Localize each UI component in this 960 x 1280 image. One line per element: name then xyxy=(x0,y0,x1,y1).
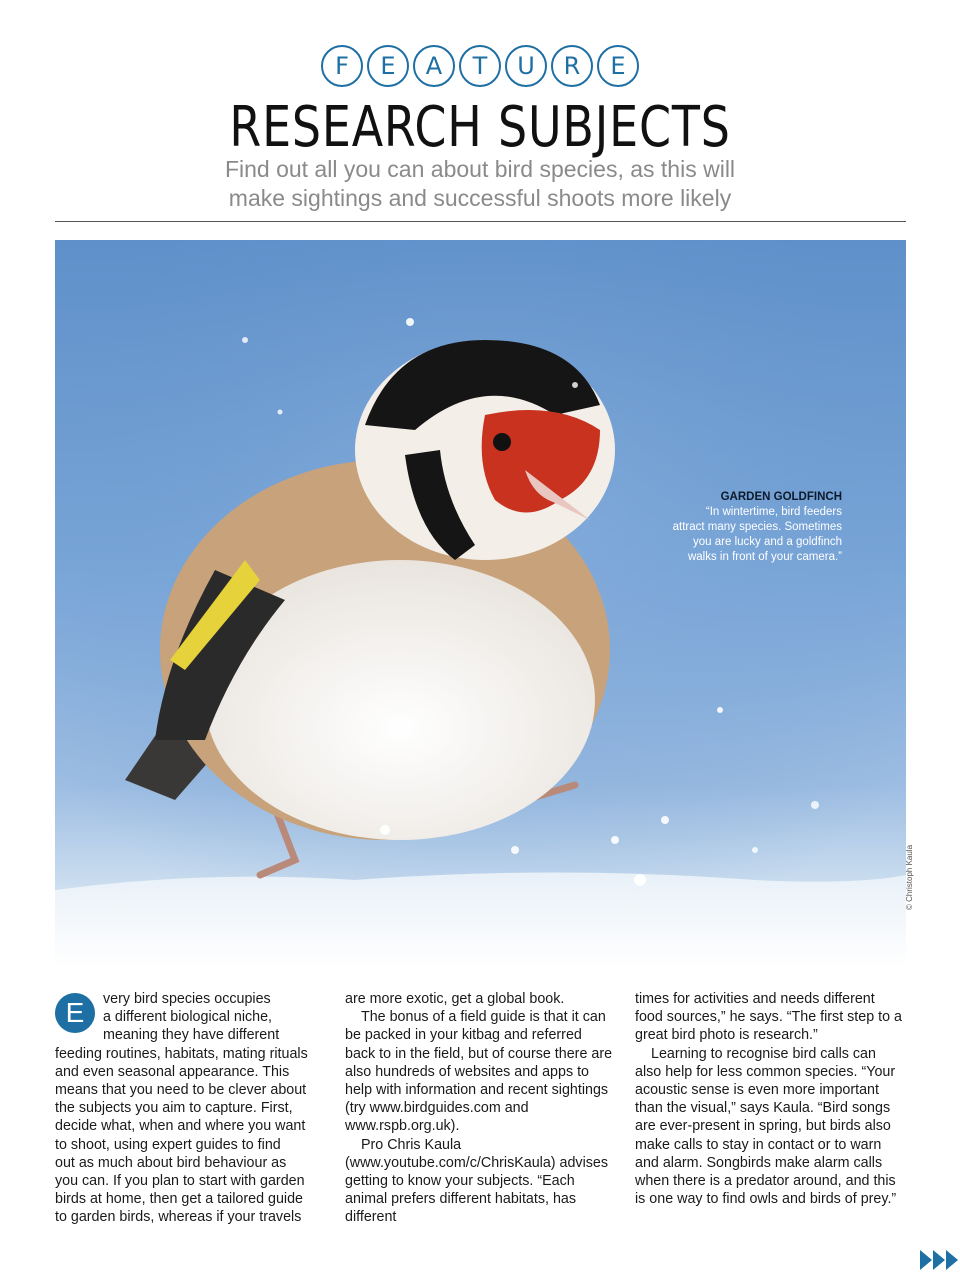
kicker-letter: A xyxy=(413,45,455,87)
article-body xyxy=(55,990,906,1227)
body-line: the subjects you aim to capture. First, xyxy=(55,1100,293,1117)
body-column-2 xyxy=(345,990,615,1227)
body-line: a different biological niche, xyxy=(103,1009,273,1026)
kicker-letter: F xyxy=(321,45,363,87)
caption-line: “In wintertime, bird feeders xyxy=(705,506,842,518)
caption-line: you are lucky and a goldfinch xyxy=(693,536,842,548)
body-line: and even seasonal appearance. This xyxy=(55,1063,290,1080)
body-paragraph: are more exotic, get a global book. xyxy=(345,991,565,1007)
body-line: to shoot, using expert guides to find xyxy=(55,1136,281,1153)
body-paragraph: Learning to recognise bird calls can also help for less common species. “Your acoustic sense is even more important than the visual,” says Kaula. “Bird songs are ever-present in spring, but birds also make calls to stay in contact or to warn and alarm. Songbirds make alarm calls when there is a predator around, and this is one way to find owls and birds of prey.” xyxy=(635,1045,897,1208)
page-title: RESEARCH SUBJECTS xyxy=(229,95,731,160)
dropcap: E xyxy=(55,993,95,1033)
next-page-arrows-icon[interactable] xyxy=(920,1250,959,1270)
photo-credit: © Christoph Kaula xyxy=(905,844,914,910)
body-paragraph: times for activities and needs different food sources,” he says. “The first step to a great bird photo is research.” xyxy=(635,991,902,1044)
caption-title: GARDEN GOLDFINCH xyxy=(720,491,842,503)
body-line: means that you need to be clever about xyxy=(55,1082,307,1099)
feature-kicker xyxy=(0,45,960,87)
kicker-letter: E xyxy=(367,45,409,87)
body-line: out as much about bird behaviour as xyxy=(55,1154,287,1171)
header-divider xyxy=(55,221,906,222)
body-paragraph: Pro Chris Kaula (www.youtube.com/c/ChrisKaula) advises getting to know your subjects. “Each animal prefers different habitats, has different xyxy=(345,1136,609,1226)
body-line: decide what, when and where you want xyxy=(55,1118,306,1135)
body-column-1 xyxy=(55,990,325,1227)
caption-line: attract many species. Sometimes xyxy=(672,521,842,533)
kicker-letter: R xyxy=(551,45,593,87)
kicker-letter: E xyxy=(597,45,639,87)
body-line: feeding routines, habitats, mating rituals xyxy=(55,1045,308,1062)
standfirst xyxy=(130,155,830,213)
goldfinch-illustration xyxy=(55,240,906,968)
photo-caption xyxy=(612,490,842,565)
body-line: birds at home, then get a tailored guide xyxy=(55,1191,303,1208)
goldfinch-photo xyxy=(55,240,906,968)
kicker-letter: U xyxy=(505,45,547,87)
body-line: you can. If you plan to start with garden xyxy=(55,1173,305,1190)
body-line: meaning they have different xyxy=(103,1027,280,1044)
body-column-3 xyxy=(635,990,905,1227)
body-paragraph: The bonus of a field guide is that it can be packed in your kitbag and referred back to in the field, but of course there are also hundreds of websites and apps to help with information and recent sightings (try www.birdguides.com and www.rspb.org.uk). xyxy=(345,1009,613,1135)
caption-line: walks in front of your camera.” xyxy=(687,551,842,563)
body-line: very bird species occupies xyxy=(103,991,271,1007)
standfirst-line: Find out all you can about bird species, as this will xyxy=(224,156,736,182)
kicker-letter: T xyxy=(459,45,501,87)
standfirst-line: make sightings and successful shoots more likely xyxy=(228,185,732,211)
body-line: to garden birds, whereas if your travels xyxy=(55,1209,302,1226)
